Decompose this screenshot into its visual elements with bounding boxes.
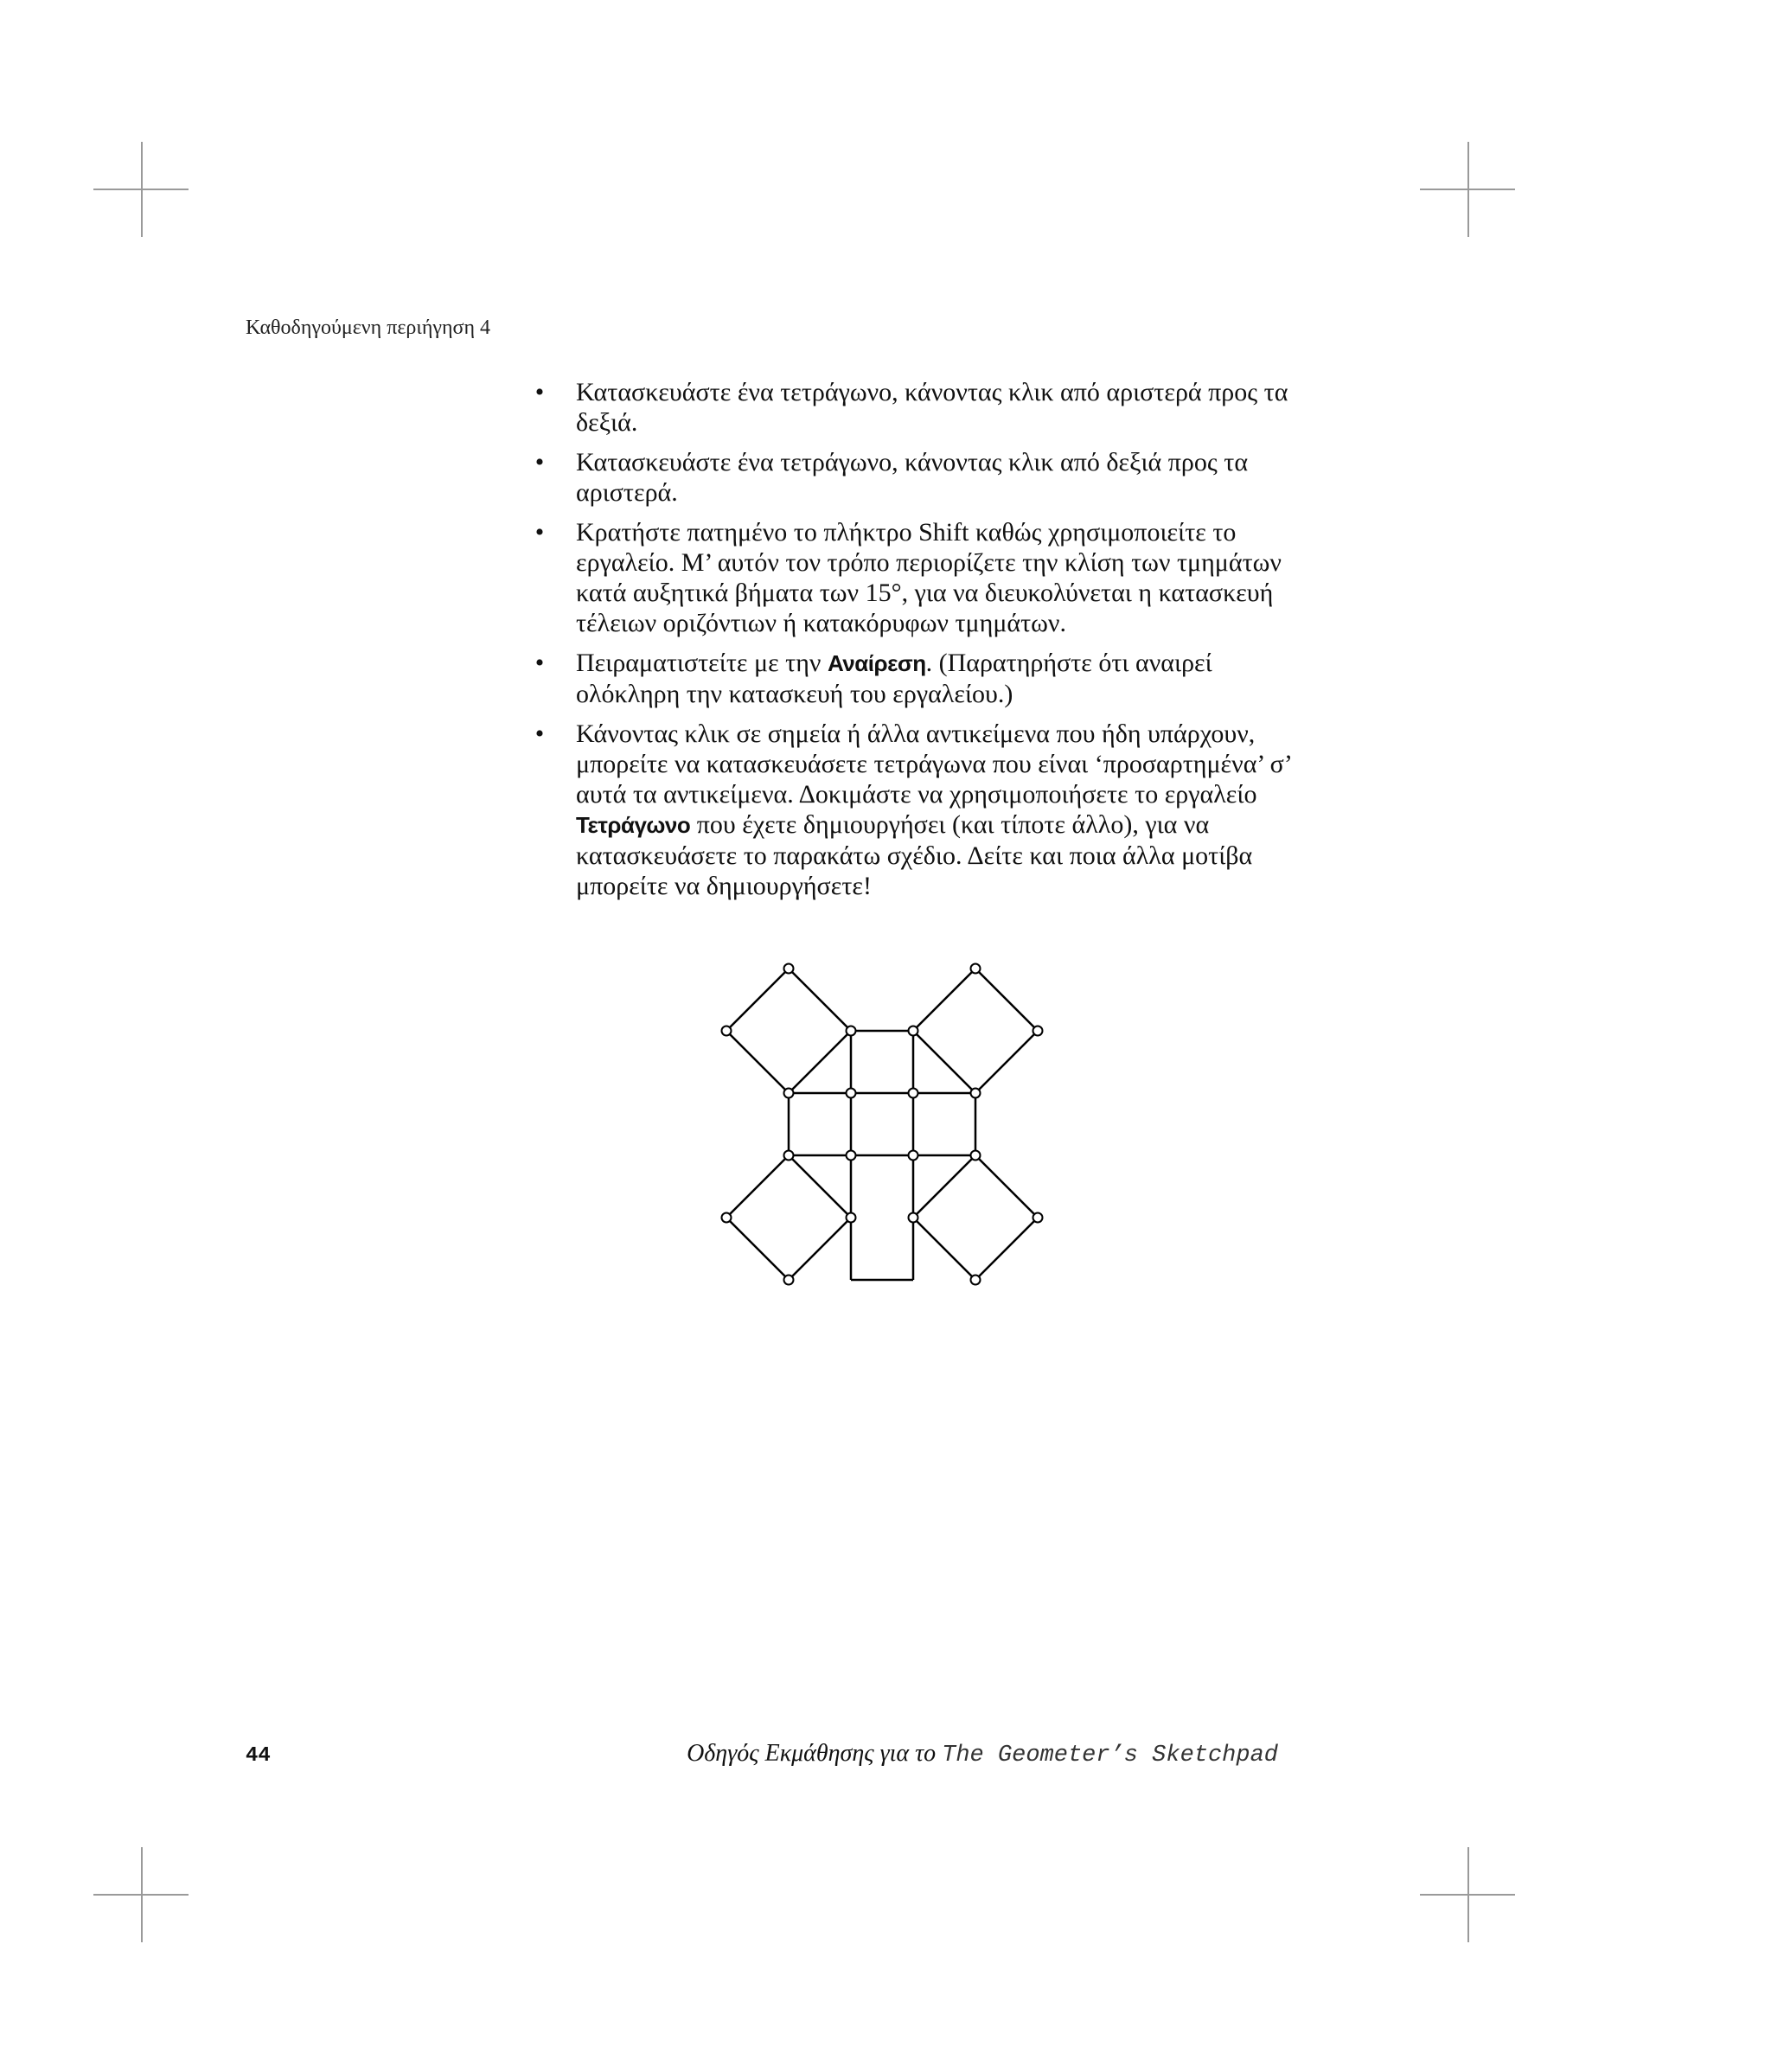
running-head: Καθοδηγούμενη περιήγηση 4 — [246, 317, 491, 339]
crop-mark — [141, 142, 143, 237]
crop-mark — [141, 1847, 143, 1942]
figure-point — [1033, 1026, 1043, 1036]
bullet-marker: • — [534, 518, 545, 547]
list-item — [531, 719, 1292, 901]
figure-point — [909, 1213, 918, 1223]
crop-mark — [1467, 142, 1469, 237]
undo-command-label: Αναίρεση — [828, 650, 926, 676]
list-item — [531, 648, 1292, 709]
figure-point — [784, 1151, 794, 1161]
page-number: 44 — [246, 1744, 271, 1768]
figure-square — [726, 1155, 851, 1280]
bullet-marker: • — [534, 649, 545, 677]
figure-point — [971, 964, 981, 974]
figure-point — [722, 1213, 732, 1223]
figure-point — [722, 1026, 732, 1036]
figure-point — [971, 1151, 981, 1161]
figure-square — [726, 969, 851, 1093]
figure-point — [784, 1276, 794, 1285]
figure-point — [909, 1151, 918, 1161]
figure-point — [847, 1026, 856, 1036]
bullet-marker: • — [534, 719, 545, 748]
figure-point — [909, 1089, 918, 1098]
squares-pattern-figure — [709, 951, 1055, 1297]
footer-book-title — [687, 1740, 1278, 1768]
figure-point — [784, 964, 794, 974]
square-tool-label: Τετράγωνο — [576, 812, 691, 838]
list-item — [531, 377, 1292, 438]
footer-title-text: Οδηγός Εκμάθησης για το — [687, 1740, 943, 1767]
crop-mark — [1467, 1847, 1469, 1942]
figure-point — [971, 1089, 981, 1098]
figure-square — [913, 1155, 1038, 1280]
figure-point — [847, 1151, 856, 1161]
footer-product-name: The Geometer’s Sketchpad — [942, 1743, 1278, 1768]
figure-point — [909, 1026, 918, 1036]
list-item-text: Κρατήστε πατημένο το πλήκτρο Shift καθώς χρησιμοποιείτε το εργαλείο. Μ’ αυτόν τον τρόπο περιορίζετε την κλίση των τμημάτων κατά αυξητικά βήματα των 15°, για να διευκολύνεται η κατασκευή τέλειων οριζόντιων ή κατακόρυφων τμημάτων. — [576, 518, 1282, 637]
list-item — [531, 517, 1292, 638]
instruction-list — [531, 377, 1292, 911]
bullet-marker: • — [534, 378, 545, 406]
figure-point — [847, 1213, 856, 1223]
figure-point — [784, 1089, 794, 1098]
list-item-text-start: Κάνοντας κλικ σε σημεία ή άλλα αντικείμενα που ήδη υπάρχουν, μπορείτε να κατασκευάσετε τετράγωνα που είναι ‘προσαρτημένα’ σ’ αυτά τα αντικείμενα. Δοκιμάστε να χρησιμοποιήσετε το εργαλείο — [576, 719, 1291, 809]
figure-point — [847, 1089, 856, 1098]
list-item-text-end: . (Παρατηρήστε ότι αναιρεί ολόκληρη την κατασκευή του εργαλείου.) — [576, 649, 1212, 708]
list-item-text-end: που έχετε δημιουργήσει (και τίποτε άλλο), για να κατασκευάσετε το παρακάτω σχέδιο. Δείτε και ποια άλλα μοτίβα μπορείτε να δημιουργήσετε! — [576, 810, 1253, 900]
list-item — [531, 447, 1292, 508]
figure-point — [971, 1276, 981, 1285]
figure-point — [1033, 1213, 1043, 1223]
list-item-text-start: Πειραματιστείτε με την — [576, 649, 828, 677]
bullet-marker: • — [534, 448, 545, 476]
list-item-text: Κατασκευάστε ένα τετράγωνο, κάνοντας κλικ από δεξιά προς τα αριστερά. — [576, 448, 1249, 507]
figure-square — [913, 969, 1038, 1093]
list-item-text: Κατασκευάστε ένα τετράγωνο, κάνοντας κλικ από αριστερά προς τα δεξιά. — [576, 378, 1288, 437]
